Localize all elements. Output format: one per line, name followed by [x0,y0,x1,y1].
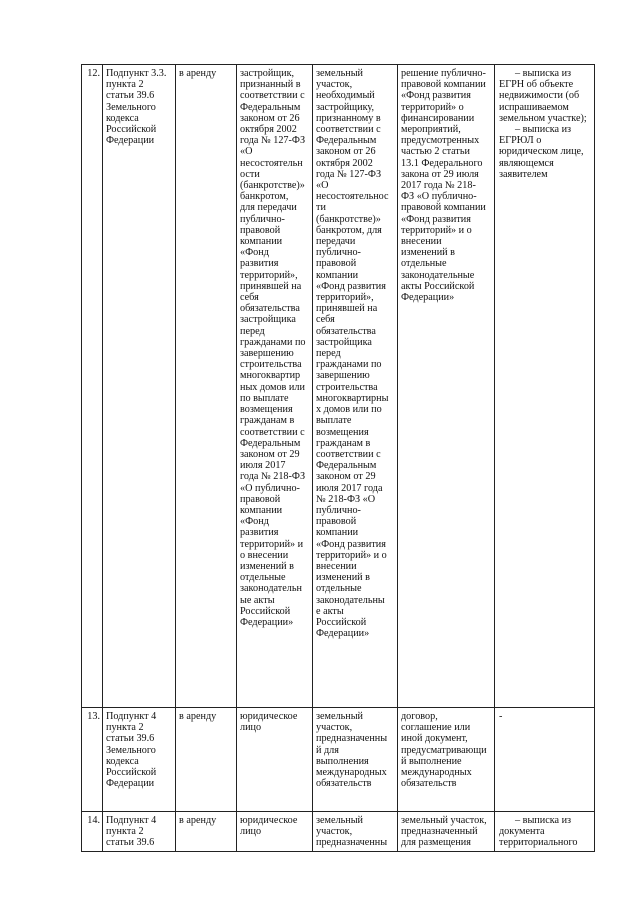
list-item: - [499,711,503,722]
applicant-cell: юридическое лицо [237,708,313,812]
row-number: 13. [82,708,103,812]
applicant-cell: юридическое лицо [237,812,313,852]
table-row [82,812,595,852]
right-type-cell: в аренду [176,812,237,852]
legal-basis-cell: Подпункт 4 пункта 2 статьи 39.6 [103,812,176,852]
additional-documents-cell [495,708,595,812]
land-allocation-table [81,64,595,852]
applicant-cell: застройщик, признанный в соответствии с Федеральным законом от 26 октября 2002 года № 127-ФЗ «О несостоятельн ости (банкротстве)» банкротом, для передачи публично- правовой компании «Фонд развития территорий», принявшей на себя обязательства застройщика перед гражданами по завершению строительства многоквартир ных домов или по выплате возмещения гражданам в соответствии с Федеральным законом от 29 июля 2017 года № 218-ФЗ «О публично- правовой компании «Фонд развития территорий» и о внесении изменений в отдельные законодательн ые акты Российской Федерации» [237,65,313,708]
table-row [82,65,595,708]
legal-basis-cell: Подпункт 3.3. пункта 2 статьи 39.6 Земельного кодекса Российской Федерации [103,65,176,708]
row-number: 12. [82,65,103,708]
documents-cell: договор, соглашение или иной документ, предусматривающи й выполнение международных обязательств [398,708,495,812]
list-item: – выписка из ЕГРН об объекте недвижимости (об испрашиваемом земельном участке); [499,68,587,124]
land-plot-cell: земельный участок, предназначенны й для выполнения международных обязательств [313,708,398,812]
table-row [82,708,595,812]
list-item: – выписка из документа территориального [499,815,578,849]
right-type-cell: в аренду [176,65,237,708]
additional-documents-cell [495,65,595,708]
additional-documents-cell [495,812,595,852]
right-type-cell: в аренду [176,708,237,812]
land-plot-cell: земельный участок, предназначенны [313,812,398,852]
land-plot-cell: земельный участок, необходимый застройщику, признанному в соответствии с Федеральным законом от 26 октября 2002 года № 127-ФЗ «О несостоятельнос ти (банкротстве)» банкротом, для передачи публично- правовой компании «Фонд развития территорий», принявшей на себя обязательства застройщика перед гражданами по завершению строительства многоквартирны х домов или по выплате возмещения гражданам в соответствии с Федеральным законом от 29 июля 2017 года № 218-ФЗ «О публично- правовой компании «Фонд развития территорий» и о внесении изменений в отдельные законодательны е акты Российской Федерации» [313,65,398,708]
list-item: – выписка из ЕГРЮЛ о юридическом лице, являющемся заявителем [499,124,584,180]
row-number: 14. [82,812,103,852]
documents-cell: земельный участок, предназначенный для размещения [398,812,495,852]
documents-cell: решение публично- правовой компании «Фонд развития территорий» о финансировании мероприятий, предусмотренных частью 2 статьи 13.1 Федерального закона от 29 июля 2017 года № 218- ФЗ «О публично- правовой компании «Фонд развития территорий» и о внесении изменений в отдельные законодательные акты Российской Федерации» [398,65,495,708]
legal-basis-cell: Подпункт 4 пункта 2 статьи 39.6 Земельного кодекса Российской Федерации [103,708,176,812]
